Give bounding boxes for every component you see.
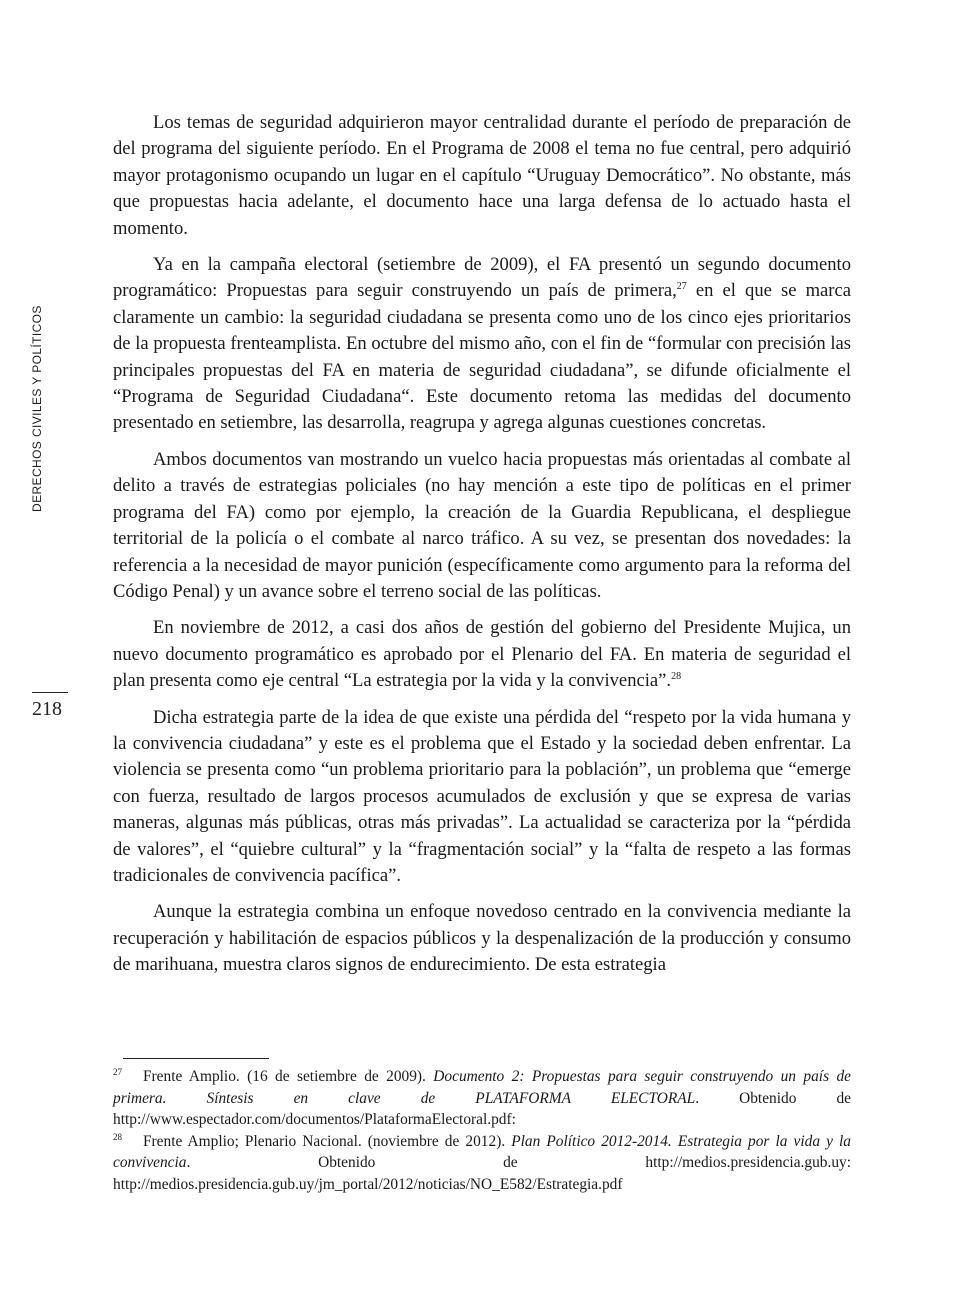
paragraph — [113, 615, 851, 694]
footnote-reference: 28 — [671, 671, 682, 683]
footnote: 28 Frente Amplio; Plenario Nacional. (noviembre de 2012). Plan Político 2012-2014. Estrategia por la vida y la convivencia. Obtenido de http://medios.presidencia.gub.uy: http://medios.presidencia.gub.uy/jm_portal/2012/noticias/NO_E582/Estrategia.pdf — [113, 1131, 851, 1193]
footnote-text: Frente Amplio. (16 de setiembre de 2009). — [143, 1068, 434, 1085]
footnote-text: Frente Amplio; Plenario Nacional. (noviembre de 2012). — [143, 1132, 512, 1150]
paragraph: Ambos documentos van mostrando un vuelco hacia propuestas más orientadas al combate al delito a través de estrategias policiales (no hay mención a este tipo de políticas en el primer programa del FA) como por ejemplo, la creación de la Guardia Republicana, el despliegue territorial de la policía o el combate al narco tráfico. A su vez, se presentan dos novedades: la referencia a la necesidad de mayor punición (específicamente como argumento para la reforma del Código Penal) y un avance sobre el terreno social de las políticas. — [113, 448, 851, 602]
body-text — [113, 110, 851, 989]
paragraph-text: en el que se marca claramente un cambio: la seguridad ciudadana se presenta como uno de los cinco ejes prioritarios de la propuesta frenteamplista. En octubre del mismo año, con el fin de “formular con precisión las principales propuestas del FA en materia de seguridad ciudadana”, se difunde oficialmente el “Programa de Seguridad Ciudadana“. Este documento retoma las medidas del documento presentado en setiembre, las desarrolla, reagrupa y agrega algunas cuestiones concretas. — [113, 280, 851, 434]
paragraph: Los temas de seguridad adquirieron mayor centralidad durante el período de preparación de del programa del siguiente período. En el Programa de 2008 el tema no fue central, pero adquirió mayor protagonismo ocupando un lugar en el capítulo “Uruguay Democrático”. No obstante, más que propuestas hacia adelante, el documento hace una larga defensa de lo actuado hasta el momento. — [113, 112, 851, 239]
footnote: 27 Frente Amplio. (16 de setiembre de 2009). Documento 2: Propuestas para seguir construyendo un país de primera. Síntesis en clave de PLATAFORMA ELECTORAL. Obtenido de http://www.espectador.com/documentos/PlataformaElectoral.pdf: — [113, 1067, 851, 1129]
footnote-separator — [123, 1058, 269, 1059]
footnote-reference: 27 — [676, 281, 687, 293]
page-number-rule — [32, 692, 68, 693]
running-head: DERECHOS CIVILES Y POLÍTICOS — [30, 305, 44, 512]
footnote-title: Documento 2: Propuestas para seguir construyendo un país de primera. Síntesis en clave de PLATAFORMA ELECTORAL — [113, 1068, 851, 1107]
paragraph-text: En noviembre de 2012, a casi dos años de gestión del gobierno del Presidente Mujica, un nuevo documento programático es aprobado por el Plenario del FA. En materia de seguridad el plan presenta como eje central “La estrategia por la vida y la convivencia”. — [113, 617, 851, 692]
paragraph-text: Ya en la campaña electoral (setiembre de 2009), el FA presentó un segundo documento programático: Propuestas para seguir construyendo un país de primera, — [113, 254, 851, 302]
footnote-text: . Obtenido de http://medios.presidencia.gub.uy: http://medios.presidencia.gub.uy/jm_portal/2012/noticias/NO_E582/Estrategia.pdf — [113, 1154, 851, 1193]
paragraph: Dicha estrategia parte de la idea de que existe una pérdida del “respeto por la vida humana y la convivencia ciudadana” y este es el problema que el Estado y la sociedad deben enfrentar. La violencia se presenta como “un problema prioritario para la población”, un problema que “emerge con fuerza, resultado de largos procesos acumulados de exclusión y que se expresa de varias maneras, algunas más públicas, otras más privadas”. La actualidad se caracteriza por la “pérdida de valores”, el “quiebre cultural” y la “fragmentación social” y la “falta de respeto a las formas tradicionales de convivencia pacífica”. — [113, 706, 851, 886]
paragraph — [113, 252, 851, 437]
footnote-title: Plan Político 2012-2014. Estrategia por la vida y la convivencia — [113, 1132, 851, 1172]
footnotes — [113, 1066, 851, 1196]
page-number: 218 — [32, 698, 62, 720]
paragraph: Aunque la estrategia combina un enfoque novedoso centrado en la convivencia mediante la recuperación y habilitación de espacios públicos y la despenalización de la producción y consumo de marihuana, muestra claros signos de endurecimiento. De esta estrategia — [113, 901, 851, 976]
footnote-text: . Obtenido de http://www.espectador.com/documentos/PlataformaElectoral.pdf: — [113, 1089, 851, 1129]
